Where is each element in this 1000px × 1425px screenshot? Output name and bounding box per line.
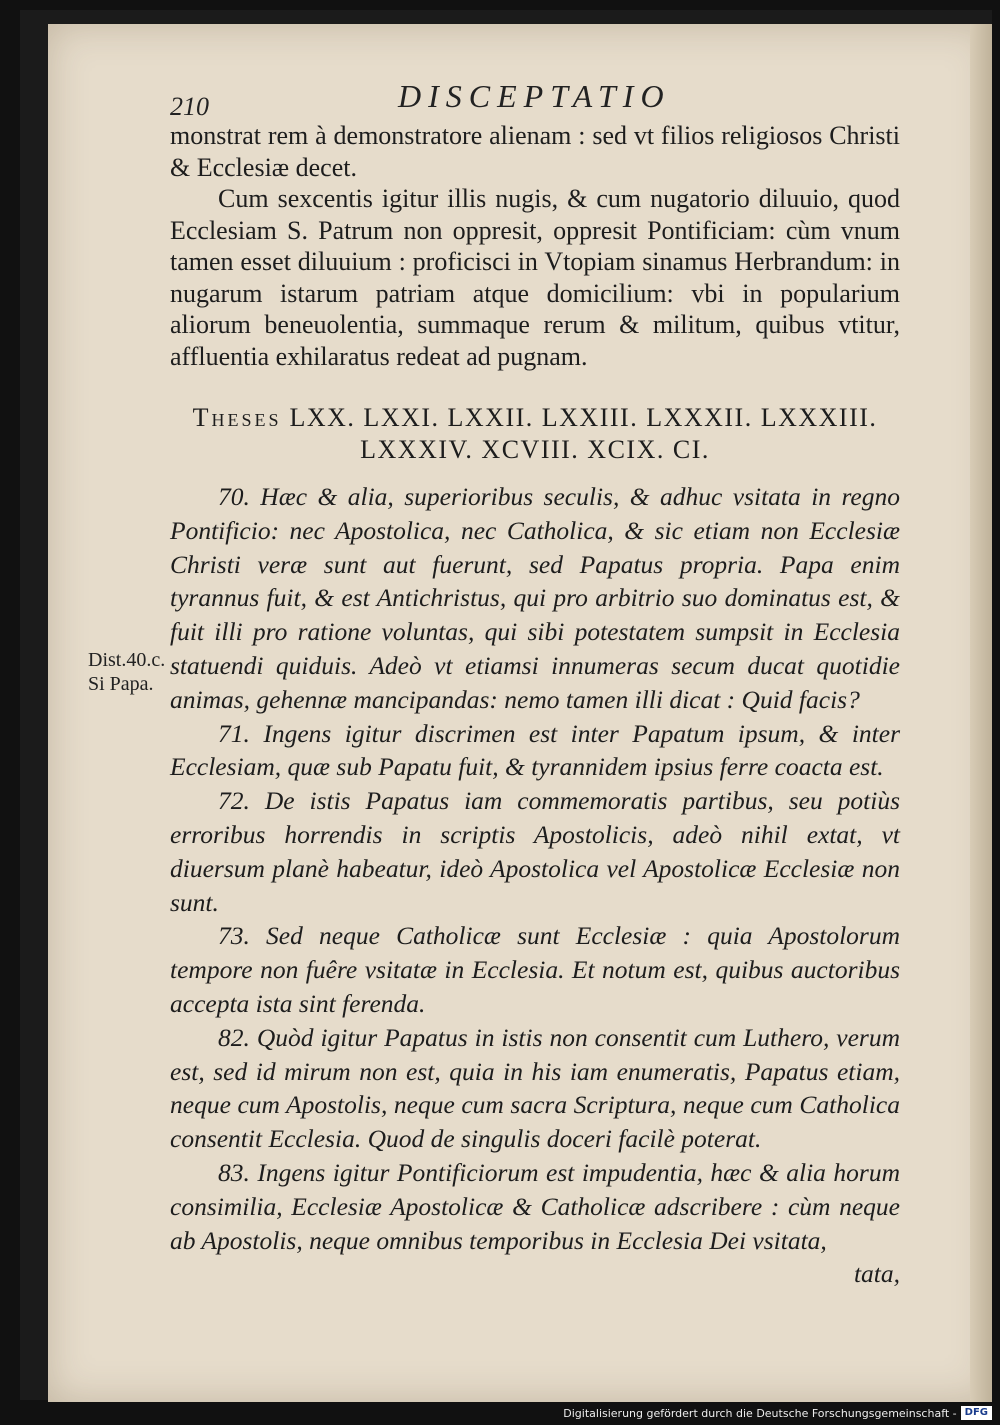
thesis-83: 83. Ingens igitur Pontificiorum est impudentia, hæc & alia horum consimilia, Ecclesiæ Apostolicæ & Catholicæ adscribere : cùm neque ab Apostolis, neque omnibus temporibus in Ecclesia Dei vsitata, (170, 1157, 900, 1255)
marginal-note-line: Si Papa. (88, 673, 154, 695)
paragraph: monstrat rem à demonstratore alienam : sed vt filios religiosos Christi & Ecclesiæ decet. (170, 121, 900, 182)
page-header (170, 78, 890, 121)
thesis-70: 70. Hæc & alia, superioribus seculis, & adhuc vsitata in regno Pontificio: nec Apostolica, nec Catholica, & sic etiam non Ecclesiæ Christi veræ sunt aut fuerunt, sed Papatus propria. Papa enim tyrannus fuit, & est Antichristus, qui pro arbitrio suo dominatus est, & fuit illi pro ratione voluntas, qui sibi potestatem sumpsit in Ecclesia statuendi quiduis. Adeò vt etiamsi innumeras secum ducat quotidie animas, gehennæ mancipandas: nemo tamen illi dicat : Quid facis? (170, 482, 900, 714)
thesis-73: 73. Sed neque Catholicæ sunt Ecclesiæ : quia Apostolorum tempore non fuêre vsitatæ in Ecclesia. Et notum est, quibus auctoribus accepta ista sint ferenda. (170, 921, 900, 1018)
digitization-footer (563, 1403, 992, 1423)
section-heading (170, 402, 900, 466)
thesis-72: 72. De istis Papatus iam commemoratis partibus, seu potiùs erroribus horrendis in scriptis Apostolicis, adeò nihil extat, vt diuersum planè habeatur, ideò Apostolica vel Apostolicæ Ecclesiæ non sunt. (170, 786, 900, 917)
heading-label: Theses (192, 403, 282, 432)
thesis-71: 71. Ingens igitur discrimen est inter Papatum ipsum, & inter Ecclesiam, quæ sub Papatu fuit, & tyrannidem ipsius ferre coacta est. (170, 718, 900, 782)
page-number: 210 (170, 92, 209, 121)
marginal-note (88, 648, 178, 696)
footer-credit: Digitalisierung gefördert durch die Deutsche Forschungsgemeinschaft - (563, 1406, 957, 1420)
running-title: DISCEPTATIO (398, 78, 671, 114)
thesis-82: 82. Quòd igitur Papatus in istis non consentit cum Luthero, verum est, sed id mirum non est, quia in his iam enumeratis, Papatus etiam, neque cum Apostolis, neque cum sacra Scriptura, neque cum Catholica consentit Ecclesia. Quod de singulis doceri facilè poterat. (170, 1022, 900, 1154)
opening-paragraphs (170, 120, 900, 372)
paragraph: Cum sexcentis igitur illis nugis, & cum nugatorio diluuio, quod Ecclesiam S. Patrum non oppresit, oppresit Pontificiam: cùm vnum tamen esset diluuium : proficisci in Vtopiam sinamus Herbrandum: in nugarum istarum patriam atque domicilium: vbi in popularium aliorum beneuolentia, summaque rerum & militum, quibus vtitur, affluentia exhilaratus redeat ad pugnam. (170, 184, 900, 371)
catchword: tata, (853, 1259, 900, 1289)
page-edge (970, 24, 992, 1402)
dfg-logo: DFG (961, 1406, 992, 1420)
main-text (170, 120, 900, 1291)
heading-numbers: LXX. LXXI. LXXII. LXXIII. LXXXII. LXXXIII. LXXXIV. XCVIII. XCIX. CI. (289, 403, 878, 464)
marginal-note-line: Dist.40.c. (88, 649, 166, 671)
